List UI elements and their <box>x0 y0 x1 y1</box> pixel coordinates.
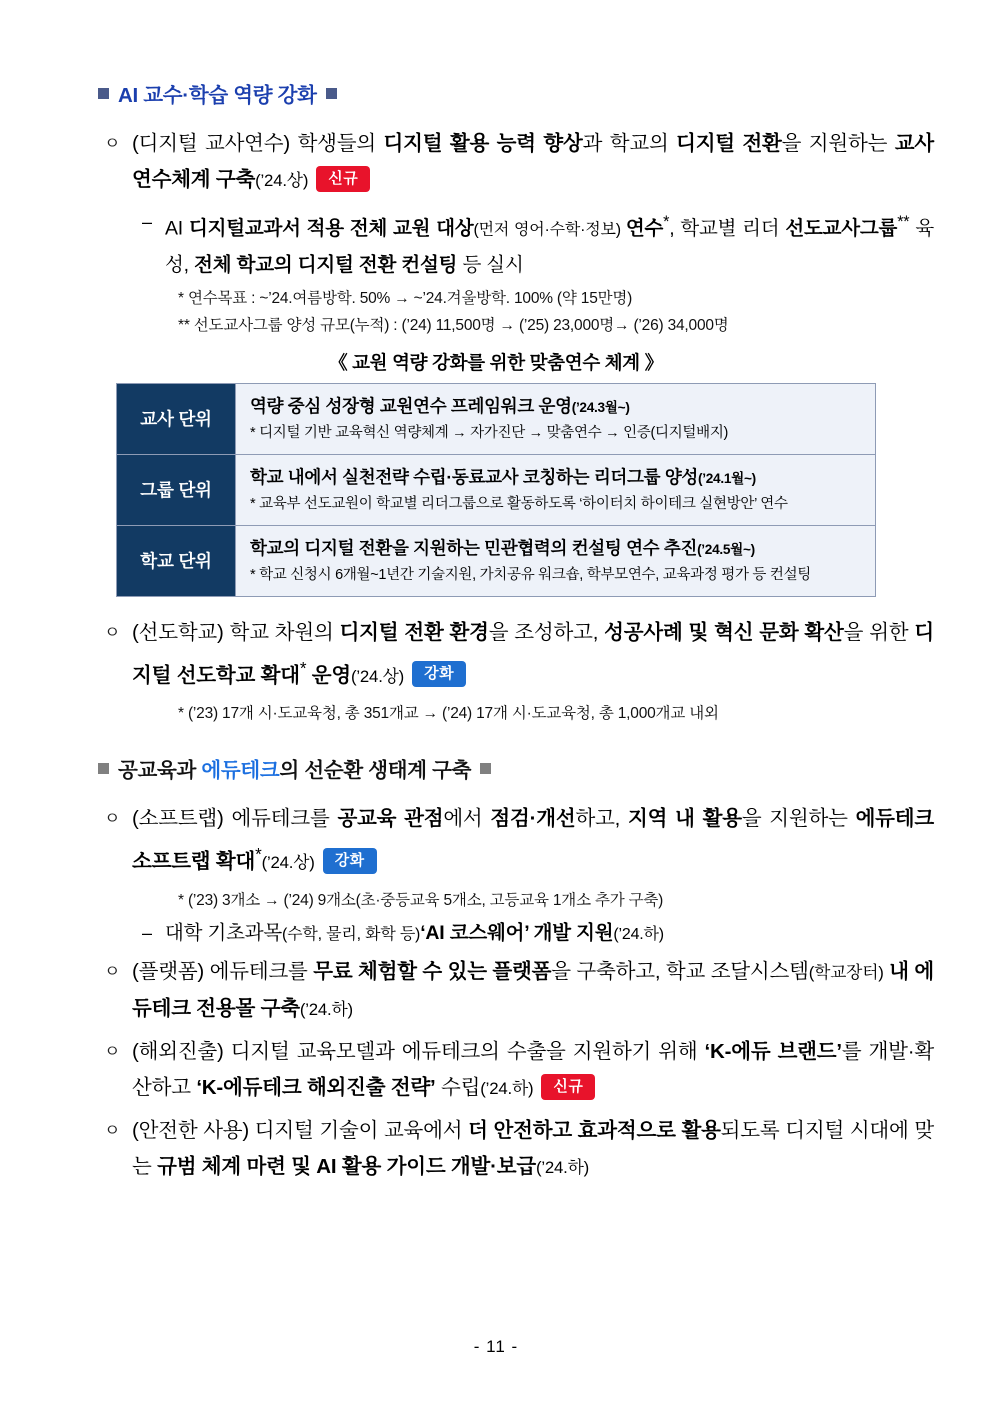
circle-bullet-icon: ㅇ <box>104 1042 121 1062</box>
list-item <box>104 126 934 199</box>
item-bold-1: 더 안전하고 효과적으로 활용 <box>468 1119 721 1143</box>
item-bold-1: ‘K-에듀 브랜드’ <box>704 1040 842 1064</box>
item-date: (’24.상) <box>261 853 315 873</box>
item-text-2: 을 조성하고, <box>488 620 605 644</box>
table-cell-title: 학교의 디지털 전환을 지원하는 민관협력의 컨설팅 연수 추진 <box>250 537 698 558</box>
list-item <box>104 1113 934 1186</box>
table-cell-title: 학교 내에서 실천전략 수립·동료교사 코칭하는 리더그룹 양성 <box>250 466 699 487</box>
section-heading-ai <box>98 78 934 108</box>
footnote-marker: * <box>255 845 262 865</box>
item-bold-3: 디지털 선도학교 확대 <box>132 620 934 687</box>
item-date: (’24.상) <box>255 171 309 190</box>
list-item-text <box>132 126 934 199</box>
sub-bold-4: 선도교사그룹 <box>785 217 898 240</box>
section-heading-edutech <box>98 753 934 783</box>
circle-bullet-icon: ㅇ <box>104 962 121 982</box>
item-lead: (플랫폼) <box>132 960 205 984</box>
dash-bullet-icon: – <box>142 212 153 232</box>
table-cell-sub: * 디지털 기반 교육혁신 역량체계 → 자가진단 → 맞춤연수 → 인증(디지털배지) <box>250 424 729 441</box>
item-bold-c: 교사 연수체계 구축 <box>132 132 934 191</box>
section-heading-prefix: AI <box>118 84 144 107</box>
item-text-2: 을 구축하고, 학교 조달시스템 <box>551 960 809 984</box>
list-item-text <box>132 615 934 695</box>
item-text-2: 되도록 디지털 시대에 맞는 <box>132 1119 934 1179</box>
circle-bullet-icon: ㅇ <box>104 134 121 153</box>
section2-heading-b: 의 선순환 생태계 구축 <box>279 759 472 783</box>
table-cell-date: (’24.3월~) <box>571 399 630 415</box>
item-text-c: 을 지원하는 <box>781 132 895 155</box>
footnote-4: * (’23) 3개소 → (’24) 9개소(초·중등교육 5개소, 고등교육 1개소 추가 구축) <box>178 892 664 910</box>
table-row-content <box>236 454 876 525</box>
sub-small-1: (수학, 물리, 화학 등) <box>282 926 421 944</box>
item-bold-2: 점검·개선 <box>490 807 576 831</box>
sub-text-4: 등 실시 <box>457 253 524 276</box>
square-bullet-icon-end <box>326 88 337 99</box>
footnote-2: ** 선도교사그룹 양성 규모(누적) : (’24) 11,500명 → (’25) 23,000명→ (’26) 34,000명 <box>178 316 729 334</box>
list-item-text <box>132 801 934 881</box>
item-text-2: 를 개발·확산하고 <box>132 1040 934 1100</box>
training-system-table <box>116 383 876 597</box>
table-cell-sub: * 학교 신청시 6개월~1년간 기술지원, 가치공유 워크숍, 학부모연수, 교육과정 평가 등 컨설팅 <box>250 566 811 583</box>
square-bullet-icon-end <box>480 763 491 774</box>
item-text-1: 학교 차원의 <box>223 620 340 644</box>
item-text-1: 디지털 기술이 교육에서 <box>249 1119 469 1143</box>
item-text-1: 에듀테크를 <box>223 807 338 831</box>
list-item-text <box>132 1113 934 1186</box>
table-title: 《 교원 역량 강화를 위한 맞춤연수 체계 》 <box>329 351 663 373</box>
table-row-label: 교사 단위 <box>117 383 236 454</box>
footnote-marker-2: ** <box>897 213 910 231</box>
item-date: (’24.하) <box>299 1000 353 1020</box>
footnote-1: * 연수목표 : ~’24.여름방학. 50% → ~’24.겨울방학. 100% (약 15만명) <box>178 289 633 307</box>
footnote-marker-1: * <box>663 213 670 231</box>
dash-bullet-icon: – <box>142 923 153 944</box>
item-date: (’24.하) <box>535 1158 590 1178</box>
list-item <box>104 1034 934 1107</box>
sub-text-1: AI <box>165 217 189 240</box>
item-text-3: 을 위한 <box>843 620 915 644</box>
item-bold-2: 성공사례 및 혁신 문화 확산 <box>604 620 844 644</box>
circle-bullet-icon: ㅇ <box>104 622 121 642</box>
section2-heading-a: 공교육과 <box>118 759 202 783</box>
table-cell-sub: * 교육부 선도교원이 학교별 리더그룹으로 활동하도록 ‘하이터치 하이테크 실현방안’ 연수 <box>250 495 788 512</box>
item-date: (’24.상) <box>350 666 405 686</box>
circle-bullet-icon: ㅇ <box>104 1121 121 1141</box>
item-bold-2: 내 에듀테크 전용몰 구축 <box>132 960 935 1021</box>
item-bold-1: 무료 체험할 수 있는 플랫폼 <box>313 960 552 984</box>
table-cell-date: (’24.1월~) <box>698 470 756 486</box>
item-text-a: 학생들의 <box>290 132 384 155</box>
item-text-b: 과 학교의 <box>582 132 677 155</box>
list-item <box>104 801 934 881</box>
item-small-1: (학교장터) <box>808 963 884 983</box>
footnote-3: * (’23) 17개 시·도교육청, 총 351개교 → (’24) 17개 시·도교육청, 총 1,000개교 내외 <box>178 705 719 723</box>
item-lead: (해외진출) <box>132 1040 224 1064</box>
circle-bullet-icon: ㅇ <box>104 809 121 829</box>
sub-bold-1: ‘AI 코스웨어’ 개발 지원 <box>420 922 614 945</box>
list-item-sub-text <box>165 205 934 283</box>
section-heading-text: 교수·학습 역량 강화 <box>143 84 317 107</box>
sub-bold-5: 전체 학교의 디지털 전환 컨설팅 <box>194 253 458 276</box>
table-row-label: 학교 단위 <box>117 525 236 596</box>
list-item-text <box>132 954 934 1028</box>
sub-small-1: (먼저 영어·수학·정보) <box>473 221 626 239</box>
list-item <box>104 954 934 1028</box>
square-bullet-icon <box>98 763 109 774</box>
item-lead: (안전한 사용) <box>132 1119 250 1143</box>
sub-date: (’24.하) <box>613 926 664 944</box>
sub-bold-3: 연수 <box>625 217 664 240</box>
item-bold-2: 규범 체계 마련 및 AI 활용 가이드 개발·보급 <box>157 1155 536 1179</box>
page-number: - 11 - <box>473 1337 519 1356</box>
section2-heading-accent: 에듀테크 <box>201 759 280 783</box>
list-item-text <box>132 1034 934 1107</box>
item-text-1: 에듀테크를 <box>204 960 314 984</box>
item-bold-2: ‘K-에듀테크 해외진출 전략’ <box>196 1076 436 1100</box>
sub-text-3: 육성, <box>165 217 934 276</box>
item-bold-3: 지역 내 활용 <box>628 807 742 831</box>
list-item <box>104 615 934 695</box>
table-row <box>117 525 876 596</box>
sub-text-2: , 학교별 리더 <box>669 217 786 240</box>
item-bold-4: 에듀테크 소프트랩 확대 <box>132 807 934 874</box>
table-row <box>117 383 876 454</box>
item-lead: (디지털 교사연수) <box>132 132 291 155</box>
status-badge-new: 신규 <box>316 166 370 192</box>
item-lead: (선도학교) <box>132 620 224 644</box>
item-text-1: 디지털 교육모델과 에듀테크의 수출을 지원하기 위해 <box>223 1040 705 1064</box>
item-text-2: 에서 <box>443 807 491 831</box>
status-badge-strong: 강화 <box>323 848 377 874</box>
item-bold-1: 디지털 전환 환경 <box>339 620 489 644</box>
status-badge-new: 신규 <box>541 1074 595 1100</box>
status-badge-strong: 강화 <box>412 661 466 687</box>
table-row-content <box>236 525 876 596</box>
item-bold-a: 디지털 활용 능력 향상 <box>383 132 583 155</box>
table-row-label: 그룹 단위 <box>117 454 236 525</box>
sub-text-1: 대학 기초과목 <box>165 922 283 945</box>
item-text-3: 하고, <box>575 807 629 831</box>
item-bold-4: 운영 <box>306 663 351 687</box>
footnote-marker: * <box>299 658 307 678</box>
table-row-content <box>236 383 876 454</box>
list-item-sub <box>142 916 934 952</box>
item-bold-b: 디지털 전환 <box>676 132 782 155</box>
item-text-4: 을 지원하는 <box>741 807 856 831</box>
table-row <box>117 454 876 525</box>
item-bold-1: 공교육 관점 <box>337 807 444 831</box>
item-text-3: 수립 <box>435 1076 481 1100</box>
table-cell-date: (’24.5월~) <box>697 541 755 557</box>
table-cell-title: 역량 중심 성장형 교원연수 프레임워크 운영 <box>250 395 572 416</box>
sub-bold-2: 전체 교원 대상 <box>349 217 474 240</box>
item-lead: (소프트랩) <box>132 807 224 831</box>
item-date: (’24.하) <box>480 1079 534 1099</box>
square-bullet-icon <box>98 88 109 99</box>
list-item-sub-text <box>165 916 934 952</box>
sub-bold-1: 디지털교과서 적용 <box>188 217 350 240</box>
list-item-sub <box>142 205 934 283</box>
